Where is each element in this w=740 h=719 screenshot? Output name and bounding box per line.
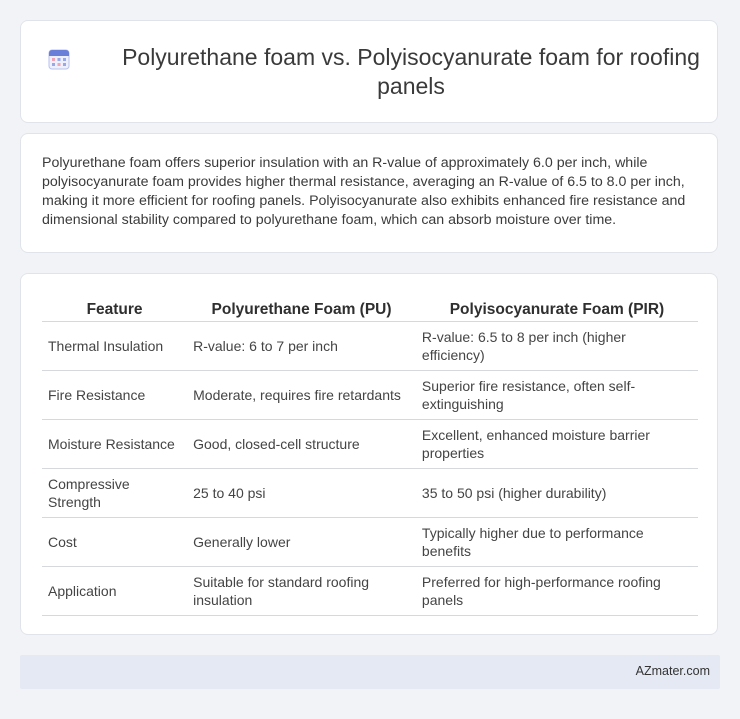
- pu-cell: Generally lower: [187, 518, 416, 567]
- pir-cell: Superior fire resistance, often self-extinguishing: [416, 371, 698, 420]
- table-row: [42, 567, 698, 616]
- feature-cell: Fire Resistance: [42, 371, 187, 420]
- table-row: [42, 322, 698, 371]
- summary-card: [20, 133, 718, 253]
- header-polyurethane: Polyurethane Foam (PU): [187, 295, 416, 322]
- feature-cell: Thermal Insulation: [42, 322, 187, 371]
- pu-cell: R-value: 6 to 7 per inch: [187, 322, 416, 371]
- feature-cell: Compressive Strength: [42, 469, 187, 518]
- footer-bar: [20, 655, 720, 689]
- table-header-row: [42, 295, 698, 322]
- pir-cell: 35 to 50 psi (higher durability): [416, 469, 698, 518]
- feature-cell: Cost: [42, 518, 187, 567]
- title-card: [20, 20, 718, 123]
- pu-cell: 25 to 40 psi: [187, 469, 416, 518]
- page-title-wrap: [21, 43, 717, 101]
- pir-cell: Excellent, enhanced moisture barrier properties: [416, 420, 698, 469]
- header-polyisocyanurate: Polyisocyanurate Foam (PIR): [416, 295, 698, 322]
- feature-cell: Application: [42, 567, 187, 616]
- pu-cell: Moderate, requires fire retardants: [187, 371, 416, 420]
- table-row: [42, 420, 698, 469]
- footer-brand: AZmater.com: [635, 664, 710, 678]
- feature-cell: Moisture Resistance: [42, 420, 187, 469]
- table-row: [42, 518, 698, 567]
- summary-paragraph: Polyurethane foam offers superior insulation with an R-value of approximately 6.0 per inch, while polyisocyanurate foam provides higher thermal resistance, averaging an R-value of 6.5 to 8.0 per inch, making it more efficient for roofing panels. Polyisocyanurate also exhibits enhanced fire resistance and dimensional stability compared to polyurethane foam, which can absorb moisture over time.: [42, 155, 686, 228]
- comparison-card: [20, 273, 718, 635]
- pir-cell: Preferred for high-performance roofing panels: [416, 567, 698, 616]
- table-row: [42, 371, 698, 420]
- table-row: [42, 469, 698, 518]
- header-feature: Feature: [42, 295, 187, 322]
- pu-cell: Good, closed-cell structure: [187, 420, 416, 469]
- pir-cell: R-value: 6.5 to 8 per inch (higher efficiency): [416, 322, 698, 371]
- comparison-table: [42, 295, 698, 616]
- pu-cell: Suitable for standard roofing insulation: [187, 567, 416, 616]
- pir-cell: Typically higher due to performance benefits: [416, 518, 698, 567]
- page-title: Polyurethane foam vs. Polyisocyanurate foam for roofing panels: [122, 44, 700, 99]
